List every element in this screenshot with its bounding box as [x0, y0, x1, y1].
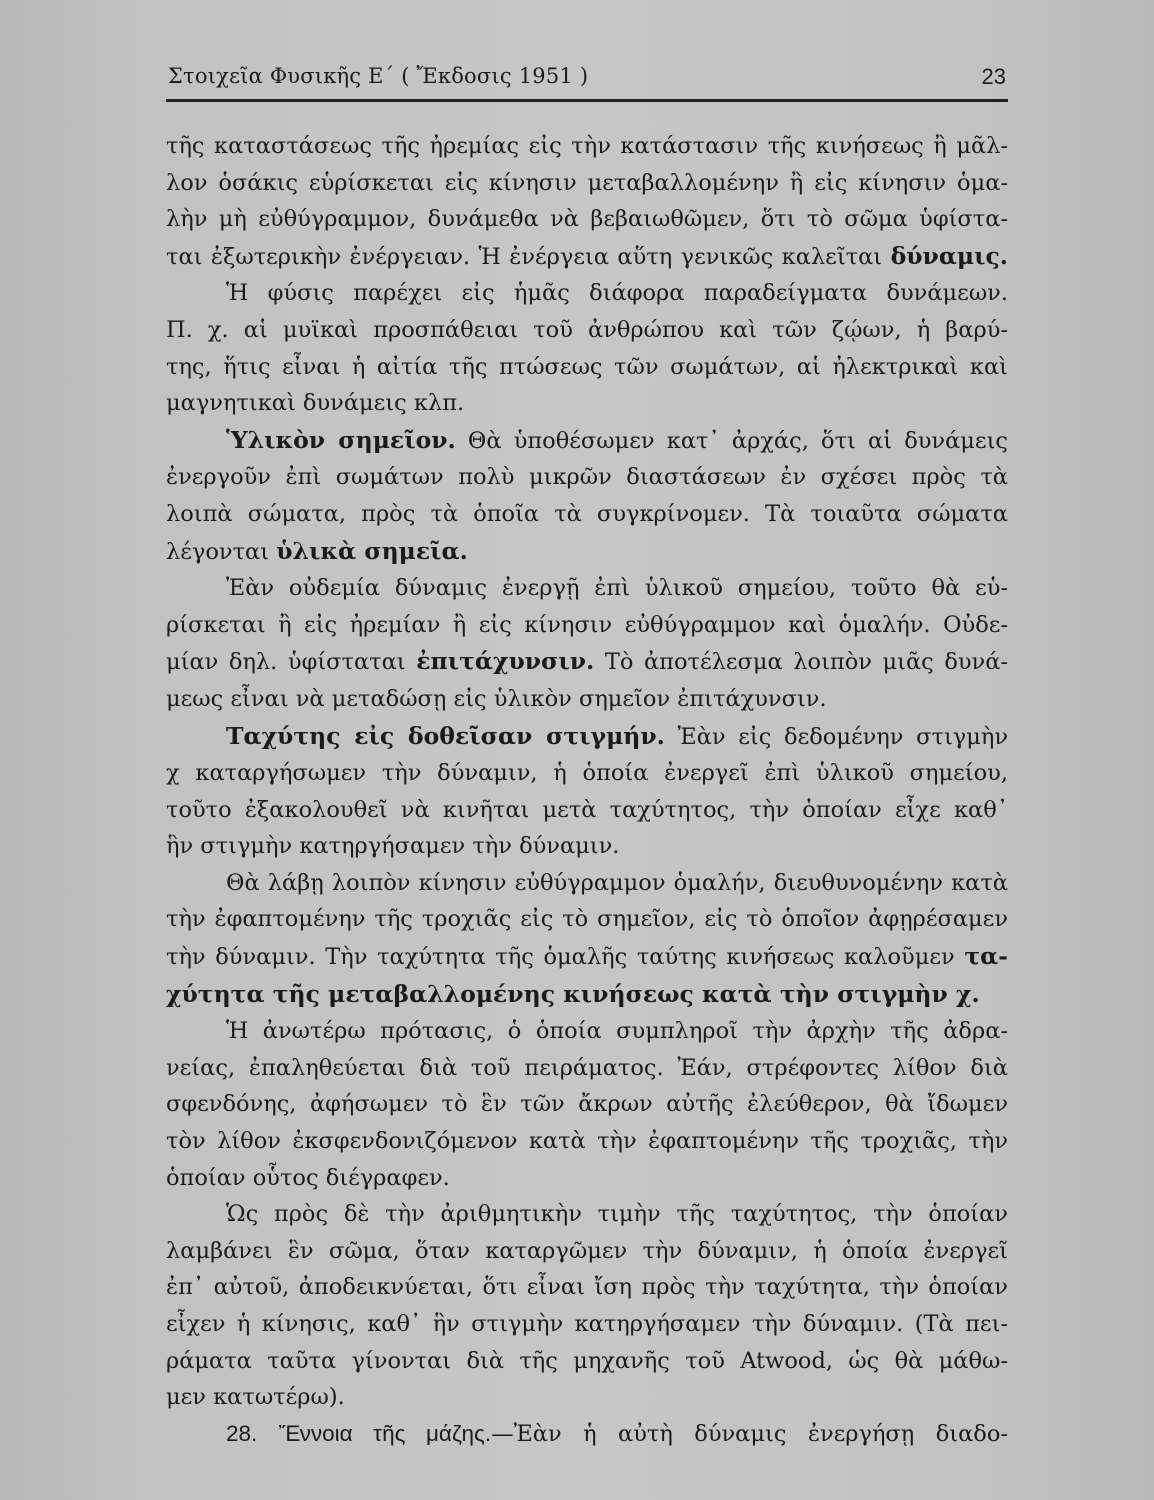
text-line: τὸν λίθον ἐκσφενδονιζόμενον κατὰ τὴν ἐφαπτομένην τῆς τροχιᾶς, τὴν — [166, 1128, 1008, 1155]
text-line: τὴν ἐφαπτομένην τῆς τροχιᾶς εἰς τὸ σημεῖον, εἰς τὸ ὁποῖον ἀφῃρέσαμεν — [166, 906, 1008, 933]
text-line: ράματα ταῦτα γίνονται διὰ τῆς μηχανῆς τοῦ Atwood, ὡς θὰ μάθω- — [166, 1347, 1008, 1374]
header-rule — [166, 99, 1008, 102]
text-line: Ἡ ἀνωτέρω πρότασις, ὁ ὁποία συμπληροῖ τὴν ἀρχὴν τῆς ἀδρα- — [226, 1018, 1008, 1045]
text-line: λον ὁσάκις εὑρίσκεται εἰς κίνησιν μεταβαλλομένην ἢ εἰς κίνησιν ὁμα- — [166, 169, 1008, 196]
text-line: ἣν στιγμὴν κατηργήσαμεν τὴν δύναμιν. — [166, 833, 620, 860]
text-line: νείας, ἐπαληθεύεται διὰ τοῦ πειράματος. Ἐάν, στρέφοντες λίθον διὰ — [166, 1054, 1008, 1081]
text-line: τοῦτο ἐξακολουθεῖ νὰ κινῆται μετὰ ταχύτητος, τὴν ὁποίαν εἶχε καθ᾽ — [166, 796, 1008, 823]
text-line: εἶχεν ἡ κίνησις, καθ᾽ ἣν στιγμὴν κατηργήσαμεν τὴν δύναμιν. (Τὰ πει- — [166, 1311, 1008, 1337]
term-material-points: ὑλικὰ σημεῖα. — [276, 536, 468, 565]
text-line: Π. χ. αἱ μυϊκαὶ προσπάθειαι τοῦ ἀνθρώπου καὶ τῶν ζῴων, ἡ βαρύ- — [166, 316, 1008, 343]
text-line — [166, 718, 1008, 756]
text-line — [166, 938, 1008, 976]
section-number: 28. — [226, 1420, 258, 1446]
term-velocity-definition: χύτητα τῆς μεταβαλλομένης κινήσεως κατὰ τὴν στιγμὴν χ. — [166, 979, 980, 1008]
text-line: χ καταργήσωμεν τὴν δύναμιν, ἡ ὁποία ἐνεργεῖ ἐπὶ ὑλικοῦ σημείου, — [166, 760, 1008, 787]
text-line: Ἡ φύσις παρέχει εἰς ἡμᾶς διάφορα παραδείγματα δυνάμεων. — [226, 280, 1008, 307]
text-segment: Τὸ ἀποτέλεσμα λοιπὸν μιᾶς δυνά- — [604, 649, 1009, 676]
text-line: λαμβάνει ἓν σῶμα, ὅταν καταργῶμεν τὴν δύναμιν, ἡ ὁποία ἐνεργεῖ — [166, 1237, 1008, 1264]
body-text — [166, 128, 1008, 1452]
text-line: της, ἥτις εἶναι ἡ αἰτία τῆς πτώσεως τῶν σωμάτων, αἱ ἠλεκτρικαὶ καὶ — [166, 353, 1008, 380]
text-line: ἐπ᾽ αὐτοῦ, ἀποδεικνύεται, ὅτι εἶναι ἴση πρὸς τὴν ταχύτητα, τὴν ὁποίαν — [166, 1274, 1008, 1301]
text-segment: τὴν δύναμιν. Τὴν ταχύτητα τῆς ὁμαλῆς ταύτης κινήσεως καλοῦμεν — [166, 944, 955, 971]
section-title: Ἔννοια τῆς μάζης. — [278, 1420, 492, 1446]
text-segment: ται ἐξωτερικὴν ἐνέργειαν. Ἡ ἐνέργεια αὕτη γενικῶς καλεῖται — [166, 243, 883, 270]
text-line — [166, 643, 1008, 681]
text-line: μεν κατωτέρω). — [166, 1384, 345, 1411]
text-line — [166, 238, 1008, 276]
text-line: Ἐὰν οὐδεμία δύναμις ἐνεργῇ ἐπὶ ὑλικοῦ σημείου, τοῦτο θὰ εὑ- — [226, 575, 1008, 602]
text-line: ὁποίαν οὗτος διέγραφεν. — [166, 1164, 450, 1191]
running-title: Στοιχεῖα Φυσικῆς Ε΄ ( Ἔκδοσις 1951 ) — [168, 64, 589, 88]
text-line — [166, 1416, 1008, 1453]
text-segment: μίαν δηλ. ὑφίσταται — [166, 649, 406, 676]
text-segment: Θὰ ὑποθέσωμεν κατ᾽ ἀρχάς, ὅτι αἱ δυνάμεις — [467, 427, 1008, 454]
text-line: Θὰ λάβῃ λοιπὸν κίνησιν εὐθύγραμμον ὁμαλήν, διευθυνομένην κατὰ — [226, 869, 1008, 896]
heading-material-point: Ὑλικὸν σημεῖον. — [226, 425, 456, 454]
text-line: μεως εἶναι νὰ μεταδώσῃ εἰς ὑλικὸν σημεῖον ἐπιτάχυνσιν. — [166, 685, 827, 712]
page-number: 23 — [981, 64, 1006, 89]
text-line — [166, 422, 1008, 460]
text-line: ρίσκεται ἢ εἰς ἠρεμίαν ἢ εἰς κίνησιν εὐθύγραμμον καὶ ὁμαλήν. Οὐδε- — [166, 611, 1008, 638]
text-line: μαγνητικαὶ δυνάμεις κλπ. — [166, 390, 465, 417]
text-line — [166, 976, 1008, 1014]
page-header — [168, 64, 1008, 98]
term-force: δύναμις. — [890, 241, 1008, 270]
text-line: Ὡς πρὸς δὲ τὴν ἀριθμητικὴν τιμὴν τῆς ταχύτητος, τὴν ὁποίαν — [226, 1201, 1008, 1228]
text-segment: Ἐὰν εἰς δεδομένην στιγμὴν — [677, 723, 1008, 750]
text-line: λὴν μὴ εὐθύγραμμον, δυνάμεθα νὰ βεβαιωθῶμεν, ὅτι τὸ σῶμα ὑφίστα- — [166, 206, 1008, 233]
term-acceleration: ἐπιτάχυνσιν. — [416, 647, 595, 676]
heading-instant-velocity: Ταχύτης εἰς δοθεῖσαν στιγμήν. — [226, 721, 665, 750]
term-velocity-start: τα- — [964, 942, 1008, 971]
text-line: λοιπὰ σώματα, πρὸς τὰ ὁποῖα τὰ συγκρίνομεν. Τὰ τοιαῦτα σώματα — [166, 500, 1008, 527]
text-segment: λέγονται — [166, 538, 270, 565]
text-line: τῆς καταστάσεως τῆς ἠρεμίας εἰς τὴν κατάστασιν τῆς κινήσεως ἢ μᾶλ- — [166, 133, 1008, 159]
text-line: σφενδόνης, ἀφήσωμεν τὸ ἓν τῶν ἄκρων αὐτῆς ἐλεύθερον, θὰ ἴδωμεν — [166, 1091, 1008, 1118]
text-line — [166, 533, 1008, 571]
text-segment: —Ἐὰν ἡ αὐτὴ δύναμις ἐνεργήσῃ διαδο- — [491, 1420, 1008, 1447]
text-line: ἐνεργοῦν ἐπὶ σωμάτων πολὺ μικρῶν διαστάσεων ἐν σχέσει πρὸς τὰ — [166, 464, 1008, 491]
